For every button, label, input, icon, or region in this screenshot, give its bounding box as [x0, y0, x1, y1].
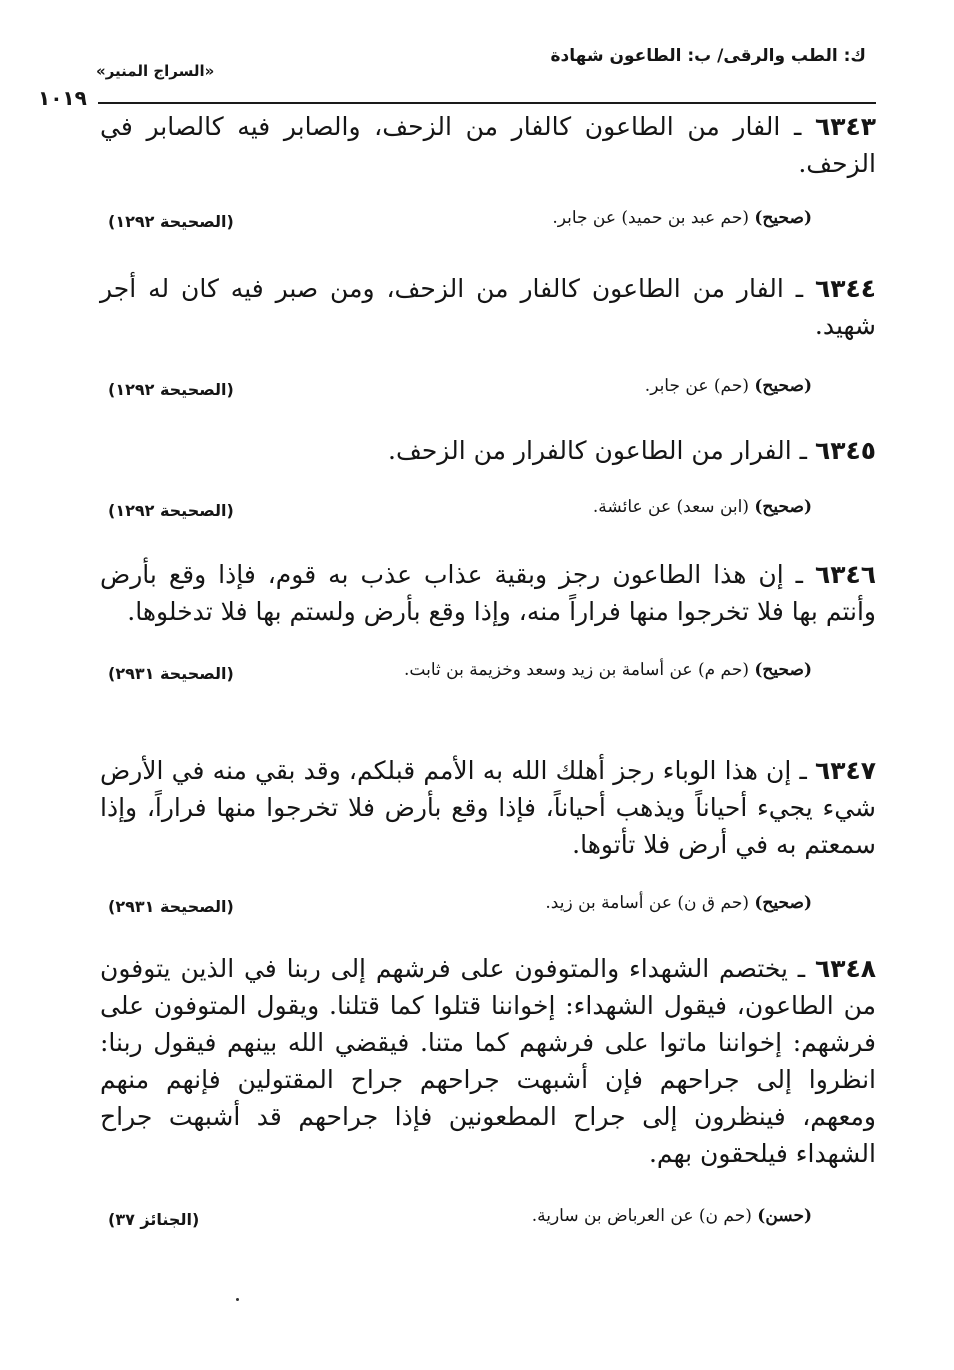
reference-citation: (الصحيحة ١٢٩٢): [108, 501, 234, 520]
hadith-entry: [100, 108, 876, 238]
hadith-text-block: ٦٣٤٥ ـ الفرار من الطاعون كالفرار من الزحف.: [388, 436, 876, 465]
reference-citation: (الصحيحة ١٢٩٢): [108, 380, 234, 399]
hadith-grade: (حسن): [757, 1206, 812, 1226]
hadith-number: ٦٣٤٨: [814, 954, 877, 983]
hadith-number: ٦٣٤٤: [814, 274, 877, 303]
hadith-entry: [100, 270, 876, 406]
hadith-text-block: ٦٣٤٧ ـ إن هذا الوباء رجز أهلك الله به الأمم قبلكم، وقد بقي منه في الأرض شيء يجيء أحياناً ويذهب أحياناً، فإذا وقع بأرض فلا تخرجوا منها فراراً، وإذا سمعتم به في أرض فلا تأتوها.: [100, 756, 876, 859]
hadith-grade: (صحيح): [754, 376, 812, 396]
hadith-source: (حم م) عن أسامة بن زيد وسعد وخزيمة بن ثابت.: [403, 660, 749, 680]
hadith-text-block: ٦٣٤٨ ـ يختصم الشهداء والمتوفون على فرشهم إلى ربنا في الذين يتوفون من الطاعون، فيقول الشهداء: إخواننا قتلوا كما قتلنا. ويقول المتوفون على فرشهم: إخواننا ماتوا على فرشهم كما متنا. فيقضي الله بينهم فيقول ربنا: انظروا إلى جراحهم فإن أشبهت جراحهم جراح المقتولين فإنهم منهم ومعهم، فينظرون إلى جراح المطعونين فإذا جراحهم قد أشبهت جراح الشهداء فيلحقون بهم.: [100, 954, 877, 1168]
book-title-header: «السراج المنير»: [96, 62, 215, 80]
hadith-number: ٦٣٤٥: [814, 436, 876, 465]
hadith-source: (حم ن) عن العرباض بن سارية.: [531, 1206, 752, 1226]
hadith-source: (حم عبد بن حميد) عن جابر.: [552, 208, 749, 228]
source-citation: [645, 376, 812, 396]
hadith-text: الفرار من الطاعون كالفرار من الزحف.: [388, 436, 792, 465]
reference-citation: (الصحيحة ٢٩٣١): [108, 897, 234, 916]
hadith-text-block: ٦٣٤٤ ـ الفار من الطاعون كالفار من الزحف، ومن صبر فيه كان له أجر شهيد.: [100, 274, 877, 340]
hadith-text-block: ٦٣٤٦ ـ إن هذا الطاعون رجز وبقية عذاب عذب به قوم، فإذا وقع بأرض وأنتم بها فلا تخرجوا منها فراراً منه، وإذا وقع بأرض ولستم بها فلا تدخلوها.: [100, 560, 877, 626]
hadith-entry: [100, 950, 876, 1236]
source-citation: [532, 1206, 812, 1226]
hadith-number: ٦٣٤٧: [814, 756, 876, 785]
source-citation: [545, 893, 812, 913]
source-citation: [593, 497, 812, 517]
source-citation: [404, 660, 812, 680]
hadith-text: إن هذا الوباء رجز أهلك الله به الأمم قبلكم، وقد بقي منه في الأرض شيء يجيء أحياناً ويذهب أحياناً، فإذا وقع بأرض فلا تخرجوا منها فراراً، وإذا سمعتم به في أرض فلا تأتوها.: [100, 756, 876, 859]
hadith-text: الفار من الطاعون كالفار من الزحف، ومن صبر فيه كان له أجر شهيد.: [100, 274, 876, 340]
header-divider: [98, 102, 876, 104]
print-speck: [236, 1298, 239, 1301]
hadith-grade: (صحيح): [754, 660, 812, 680]
hadith-number: ٦٣٤٦: [814, 560, 877, 589]
hadith-grade: (صحيح): [754, 893, 812, 913]
reference-citation: (الصحيحة ١٢٩٢): [108, 212, 234, 231]
hadith-source: (حم ق ن) عن أسامة بن زيد.: [545, 893, 749, 913]
hadith-text: الفار من الطاعون كالفار من الزحف، والصابر فيه كالصابر في الزحف.: [100, 112, 876, 178]
hadith-entry: [100, 752, 876, 923]
source-line: [100, 1206, 876, 1236]
source-line: [100, 660, 876, 690]
hadith-entry: [100, 556, 876, 690]
source-line: [100, 376, 876, 406]
chapter-header: ك: الطب والرقى/ ب: الطاعون شهادة: [550, 46, 866, 66]
hadith-entry: [100, 432, 876, 527]
reference-citation: (الجنائز ٣٧): [108, 1210, 200, 1229]
hadith-source: (حم) عن جابر.: [644, 376, 749, 396]
hadith-text: يختصم الشهداء والمتوفون على فرشهم إلى ربنا في الذين يتوفون من الطاعون، فيقول الشهداء: إخواننا قتلوا كما قتلنا. ويقول المتوفون على فرشهم: إخواننا ماتوا على فرشهم كما متنا. فيقضي الله بينهم فيقول ربنا: انظروا إلى جراحهم فإن أشبهت جراحهم جراح المقتولين فإنهم منهم ومعهم، فينظرون إلى جراح المطعونين فإذا جراحهم قد أشبهت جراح الشهداء فيلحقون بهم.: [100, 954, 876, 1168]
hadith-text-block: ٦٣٤٣ ـ الفار من الطاعون كالفار من الزحف، والصابر فيه كالصابر في الزحف.: [100, 112, 876, 178]
hadith-grade: (صحيح): [754, 497, 812, 517]
hadith-source: (ابن سعد) عن عائشة.: [592, 497, 749, 517]
source-citation: [552, 208, 812, 228]
hadith-number: ٦٣٤٣: [814, 112, 876, 141]
source-line: [100, 893, 876, 923]
reference-citation: (الصحيحة ٢٩٣١): [108, 664, 234, 683]
hadith-text: إن هذا الطاعون رجز وبقية عذاب عذب به قوم، فإذا وقع بأرض وأنتم بها فلا تخرجوا منها فراراً منه، وإذا وقع بأرض ولستم بها فلا تدخلوها.: [100, 560, 876, 626]
page-number: ١٠١٩: [38, 86, 87, 110]
hadith-grade: (صحيح): [754, 208, 812, 228]
source-line: [100, 208, 876, 238]
source-line: [100, 497, 876, 527]
